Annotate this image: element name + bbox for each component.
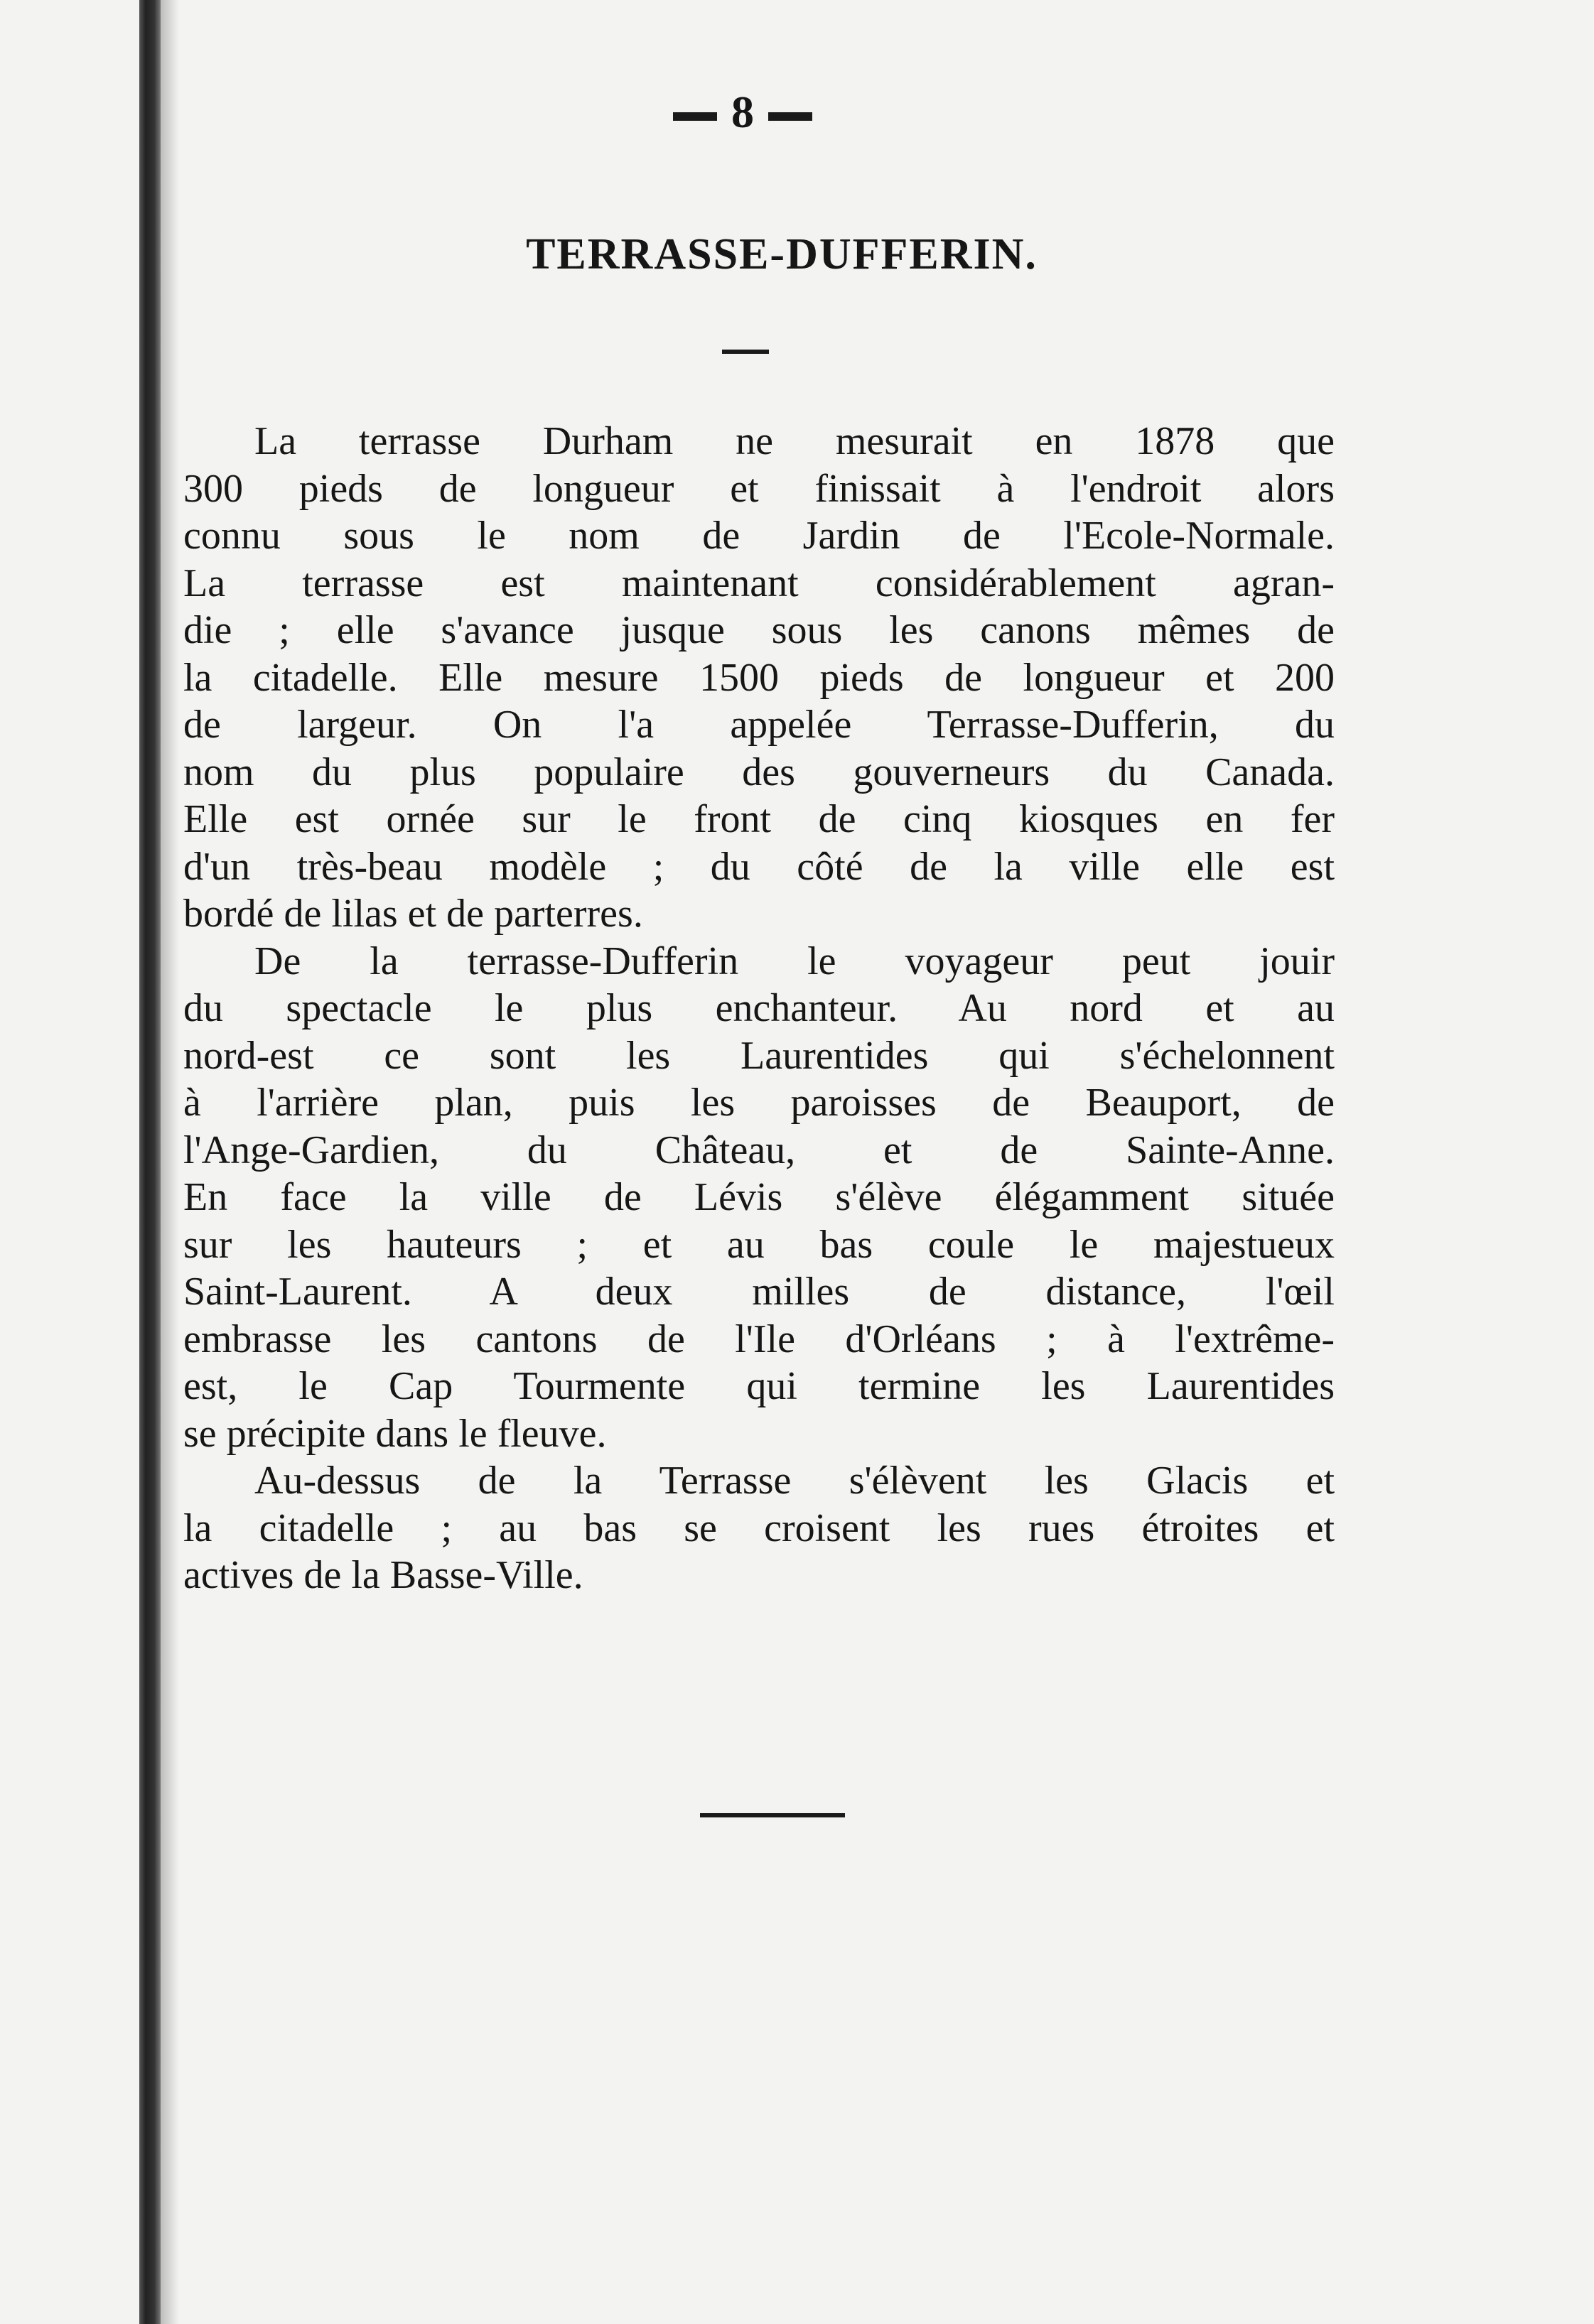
text-line: de largeur. On l'a appelée Terrasse-Dufferin, du [183,703,1335,747]
text-line: se précipite dans le fleuve. [183,1411,607,1456]
text-line: Elle est ornée sur le front de cinq kiosques en fer [183,797,1335,841]
text-line: En face la ville de Lévis s'élève élégamment située [183,1175,1335,1219]
text-line: d'un très-beau modèle ; du côté de la ville elle est [183,844,1335,889]
text-line: connu sous le nom de Jardin de l'Ecole-Normale. [183,514,1335,558]
text-line: Saint-Laurent. A deux milles de distance, l'œil [183,1270,1335,1314]
binding-edge [139,0,161,2324]
text-line: est, le Cap Tourmente qui termine les Laurentides [183,1364,1335,1408]
title-rule [722,350,769,354]
text-line: 300 pieds de longueur et finissait à l'endroit alors [183,466,1335,511]
text-line: la citadelle ; au bas se croisent les rues étroites et [183,1506,1335,1550]
text-line: la citadelle. Elle mesure 1500 pieds de longueur et 200 [183,655,1335,700]
text-line: Au-dessus de la Terrasse s'élèvent les Glacis et [254,1459,1335,1503]
text-line: embrasse les cantons de l'Ile d'Orléans ; à l'extrême- [183,1317,1335,1361]
body-text [183,418,1335,1599]
text-line: bordé de lilas et de parterres. [183,892,643,936]
text-line: nord-est ce sont les Laurentides qui s'échelonnent [183,1033,1335,1078]
text-line: nom du plus populaire des gouverneurs du Canada. [183,750,1335,794]
text-line: actives de la Basse-Ville. [183,1553,583,1597]
text-line: du spectacle le plus enchanteur. Au nord et au [183,986,1335,1030]
text-line: sur les hauteurs ; et au bas coule le majestueux [183,1222,1335,1267]
page-number-value: 8 [731,87,754,137]
page-title: TERRASSE-DUFFERIN. [526,230,1038,279]
closing-rule [700,1813,845,1817]
text-line: die ; elle s'avance jusque sous les canons mêmes de [183,608,1335,652]
page-number-dash-left [673,112,717,121]
page-number-dash-right [768,112,812,121]
text-line: La terrasse Durham ne mesurait en 1878 que [254,419,1335,463]
page-number [657,84,828,141]
text-line: à l'arrière plan, puis les paroisses de Beauport, de [183,1081,1335,1125]
binding-shadow [161,0,179,2324]
text-line: l'Ange-Gardien, du Château, et de Sainte-Anne. [183,1128,1335,1172]
text-line: De la terrasse-Dufferin le voyageur peut jouir [254,939,1335,983]
text-line: La terrasse est maintenant considérablement agran- [183,561,1335,605]
